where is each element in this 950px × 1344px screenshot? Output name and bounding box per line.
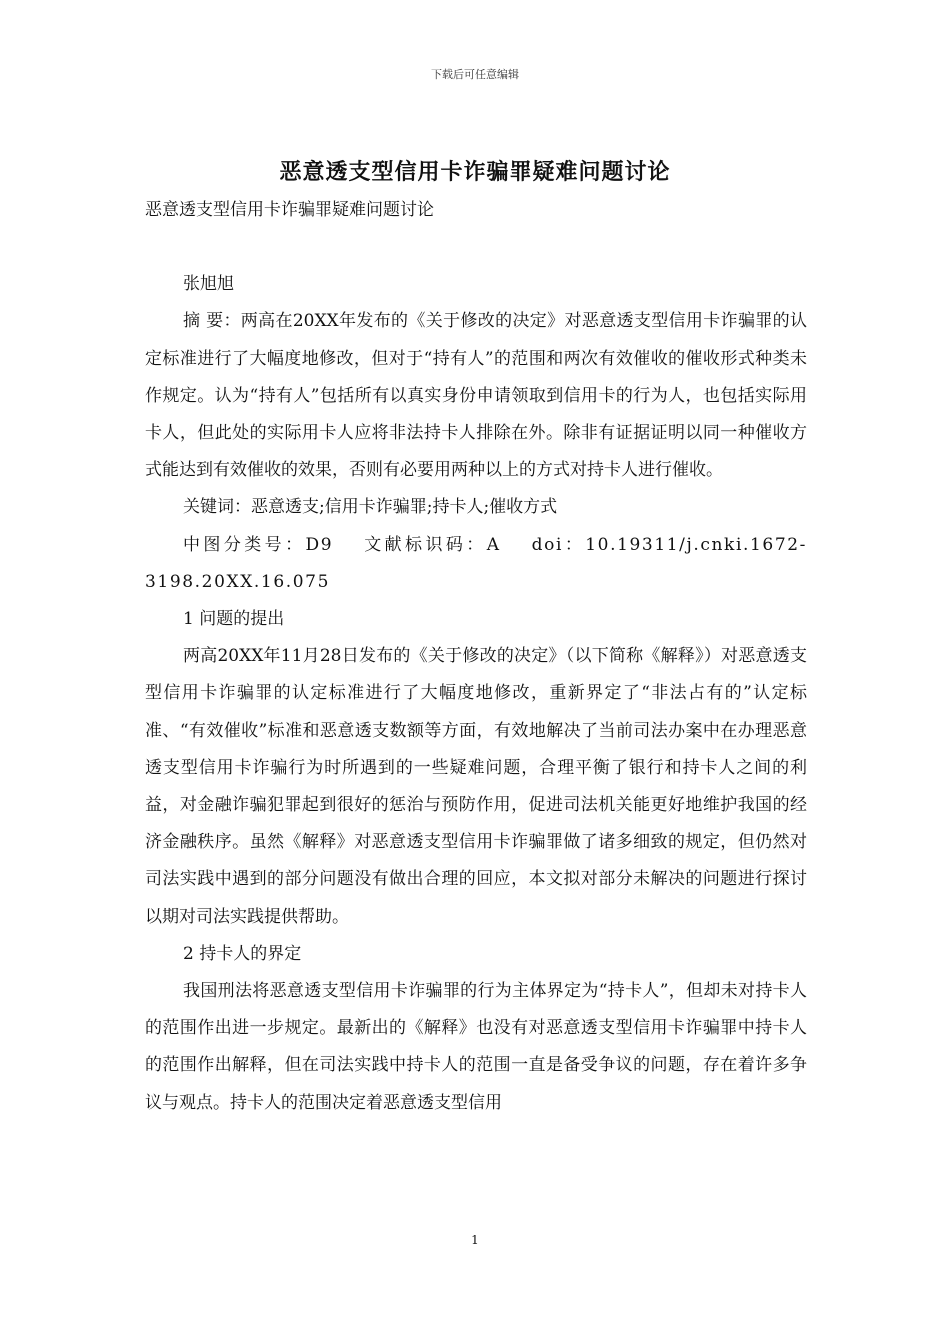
- header-note: 下载后可任意编辑: [431, 68, 519, 81]
- blank-line: [145, 229, 807, 266]
- classification-line: 中图分类号：D9 文献标识码：A doi：10.19311/j.cnki.1672-3198.20XX.16.075: [145, 534, 807, 592]
- section-heading-2: 2 持卡人的界定: [183, 943, 302, 964]
- keywords-line: 关键词：恶意透支;信用卡诈骗罪;持卡人;催收方式: [183, 497, 558, 518]
- page-number: 1: [471, 1233, 479, 1247]
- document-body: [145, 192, 807, 1122]
- section-paragraph-1: 两高20XX年11月28日发布的《关于修改的决定》（以下简称《解释》）对恶意透支型信用卡诈骗罪的认定标准进行了大幅度地修改，重新界定了“非法占有的”认定标准、“有效催收”标准和恶意透支数额等方面，有效地解决了当前司法办案中在办理恶意透支型信用卡诈骗行为时所遇到的一些疑难问题，合理平衡了银行和持卡人之间的利益，对金融诈骗犯罪起到很好的惩治与预防作用，促进司法机关能更好地维护我国的经济金融秩序。虽然《解释》对恶意透支型信用卡诈骗罪做了诸多细致的规定，但仍然对司法实践中遇到的部分问题没有做出合理的回应，本文拟对部分未解决的问题进行探讨以期对司法实践提供帮助。: [145, 646, 807, 927]
- author-name: 张旭旭: [183, 274, 234, 295]
- document-title: 恶意透支型信用卡诈骗罪疑难问题讨论: [279, 159, 671, 185]
- section-paragraph-2: 我国刑法将恶意透支型信用卡诈骗罪的行为主体界定为“持卡人”，但却未对持卡人的范围作出进一步规定。最新出的《解释》也没有对恶意透支型信用卡诈骗罪中持卡人的范围作出解释，但在司法实践中持卡人的范围一直是备受争议的问题，存在着许多争议与观点。持卡人的范围决定着恶意透支型信用: [145, 981, 807, 1113]
- section-heading-1: 1 问题的提出: [183, 609, 285, 630]
- document-subtitle: 恶意透支型信用卡诈骗罪疑难问题讨论: [145, 200, 434, 220]
- abstract-paragraph: 摘 要：两高在20XX年发布的《关于修改的决定》对恶意透支型信用卡诈骗罪的认定标准进行了大幅度地修改，但对于“持有人”的范围和两次有效催收的催收形式种类未作规定。认为“持有人”包括所有以真实身份申请领取到信用卡的行为人，也包括实际用卡人，但此处的实际用卡人应将非法持卡人排除在外。除非有证据证明以同一种催收方式能达到有效催收的效果，否则有必要用两种以上的方式对持卡人进行催收。: [145, 311, 807, 481]
